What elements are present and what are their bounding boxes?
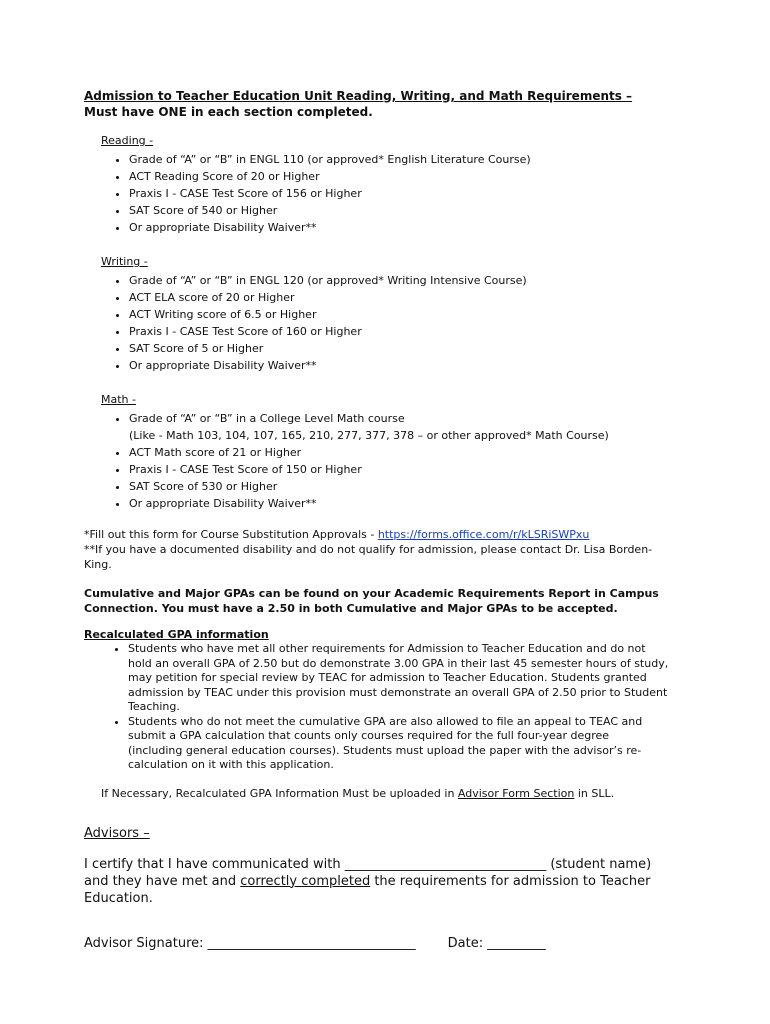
recalculated-gpa-list xyxy=(84,642,690,773)
gpa-line-2: Connection. You must have a 2.50 in both Cumulative and Major GPAs to be accepted. xyxy=(84,602,618,615)
list-item: • Or appropriate Disability Waiver** xyxy=(129,357,690,374)
certify-line-3: Education. xyxy=(84,890,153,906)
math-item-line-2: (Like - Math 103, 104, 107, 165, 210, 277, 377, 378 – or other approved* Math Course) xyxy=(129,429,609,442)
upload-instruction xyxy=(101,786,690,801)
list-item xyxy=(129,410,690,444)
title-line-1: Admission to Teacher Education Unit Reading, Writing, and Math Requirements – xyxy=(84,89,633,103)
certify-underlined-text: correctly completed xyxy=(240,873,371,889)
page-title xyxy=(84,88,690,120)
list-item: • Or appropriate Disability Waiver** xyxy=(129,219,690,236)
disability-line-1: **If you have a documented disability and do not qualify for admission, please contact Dr. Lisa Borden- xyxy=(84,543,653,556)
recalc-item-2-line: (including general education courses). Students must upload the paper with the advisor’s re- xyxy=(128,743,642,757)
writing-heading: Writing - xyxy=(101,255,148,268)
list-item: • Grade of “A” or “B” in ENGL 110 (or approved* English Literature Course) xyxy=(129,151,690,168)
recalc-item-2-line: submit a GPA calculation that counts only courses required for the full four-year degree xyxy=(128,729,610,742)
list-item: • Grade of “A” or “B” in ENGL 120 (or approved* Writing Intensive Course) xyxy=(129,272,690,289)
list-item: • Praxis I - CASE Test Score of 150 or Higher xyxy=(129,461,690,478)
advisor-form-section-link[interactable]: Advisor Form Section xyxy=(457,786,575,800)
signature-row xyxy=(84,935,690,952)
reading-section xyxy=(101,132,690,236)
upload-text-after: in SLL. xyxy=(574,786,615,800)
writing-section xyxy=(101,253,690,374)
list-item: • ACT Writing score of 6.5 or Higher xyxy=(129,306,690,323)
recalc-item-2-line: calculation on it with this application. xyxy=(128,758,334,771)
list-item: • SAT Score of 540 or Higher xyxy=(129,202,690,219)
list-item: • SAT Score of 530 or Higher xyxy=(129,478,690,495)
math-heading: Math - xyxy=(101,393,136,406)
list-item: • SAT Score of 5 or Higher xyxy=(129,340,690,357)
gpa-line-1: Cumulative and Major GPAs can be found on your Academic Requirements Report in Campus xyxy=(84,587,659,600)
list-item: • ACT Math score of 21 or Higher xyxy=(129,444,690,461)
gpa-notice xyxy=(84,586,690,616)
math-list xyxy=(101,410,690,512)
advisors-heading: Advisors – xyxy=(84,825,150,841)
recalc-item-1-line: Students who have met all other requirements for Admission to Teacher Education and do not xyxy=(128,642,646,655)
list-item: • Praxis I - CASE Test Score of 160 or Higher xyxy=(129,323,690,340)
disability-note xyxy=(84,542,690,572)
list-item: • ACT Reading Score of 20 or Higher xyxy=(129,168,690,185)
recalc-item-1-line: Teaching. xyxy=(128,700,180,713)
certify-line-2-after: the requirements for admission to Teacher xyxy=(370,873,651,889)
recalc-item-1-line: admission by TEAC under this provision must demonstrate an overall GPA of 2.50 prior to Student xyxy=(128,685,668,699)
list-item: • Praxis I - CASE Test Score of 156 or Higher xyxy=(129,185,690,202)
certify-line-1: I certify that I have communicated with _______________________________ (student name) xyxy=(84,856,652,872)
upload-text-before: If Necessary, Recalculated GPA Information Must be uploaded in xyxy=(101,786,458,800)
substitution-form-link[interactable]: https://forms.office.com/r/kLSRiSWPxu xyxy=(377,528,590,541)
math-item-line-1: Grade of “A” or “B” in a College Level Math course xyxy=(129,412,405,425)
list-item: • ACT ELA score of 20 or Higher xyxy=(129,289,690,306)
certify-line-2-before: and they have met and xyxy=(84,873,241,889)
list-item: • Or appropriate Disability Waiver** xyxy=(129,495,690,512)
date-field[interactable]: Date: _________ xyxy=(447,935,546,951)
list-item xyxy=(128,715,690,773)
disability-line-2: King. xyxy=(84,558,112,571)
writing-list xyxy=(101,272,690,374)
advisor-certification xyxy=(84,856,690,907)
recalc-item-1-line: may petition for special review by TEAC for admission to Teacher Education. Students granted xyxy=(128,671,647,684)
recalc-item-2-line: Students who do not meet the cumulative GPA are also allowed to file an appeal to TEAC and xyxy=(128,714,643,728)
list-item xyxy=(128,642,690,715)
substitution-note xyxy=(84,527,690,542)
math-section xyxy=(101,391,690,512)
title-line-2: Must have ONE in each section completed. xyxy=(84,105,373,119)
reading-list xyxy=(101,151,690,236)
substitution-text: *Fill out this form for Course Substitution Approvals - xyxy=(84,528,378,541)
advisor-signature-field[interactable]: Advisor Signature: ________________________________ xyxy=(84,935,416,951)
reading-heading: Reading - xyxy=(101,134,154,147)
recalc-item-1-line: hold an overall GPA of 2.50 but do demonstrate 3.00 GPA in their last 45 semester hours of study, xyxy=(128,656,669,670)
recalculated-gpa-heading: Recalculated GPA information xyxy=(84,628,269,641)
